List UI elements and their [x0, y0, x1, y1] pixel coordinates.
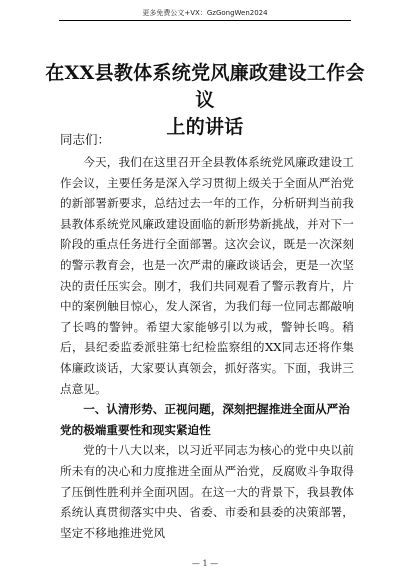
document-body [60, 152, 354, 543]
title-line-1: 在XX县教体系统党风廉政建设工作会议 [45, 62, 365, 111]
section-heading-1: 一、认清形势、正视问题，深刻把握推进全面从严治党的极端重要性和现实紧迫性 [60, 402, 350, 437]
opening-paragraph: 今天，我们在这里召开全县教体系统党风廉政建设工作会议，主要任务是深入学习贯彻上级关于全面从严治党的新部署新要求，总结过去一年的工作，分析研判当前我县教体系统党风廉政建设面临的新形势新挑战，并对下一阶段的重点任务进行全面部署。这次会议，既是一次深刻的警示教育会，也是一次严肃的廉政谈话会，更是一次坚决的责任压实会。刚才，我们共同观看了警示教育片，片中的案例触目惊心，发人深省，为我们每一位同志都敲响了长鸣的警钟。希望大家能够引以为戒，警钟长鸣。稍后，县纪委监委派驻第七纪检监察组的XX同志还将作集体廉政谈话，大家要认真领会，抓好落实。下面，我讲三点意见。 [60, 155, 354, 396]
page-number: — 1 — [191, 559, 219, 568]
title-line-2: 上的讲话 [166, 116, 244, 138]
document-title [40, 60, 370, 141]
header-note: 更多免费公文+VX：GzGongWen2024 [142, 9, 268, 17]
header-divider [59, 20, 351, 21]
salutation: 同志们： [60, 132, 111, 147]
section-1-paragraph: 党的十八大以来，以习近平同志为核心的党中央以前所未有的决心和力度推进全面从严治党，反腐败斗争取得了压倒性胜利并全面巩固。在这一大的背景下，我县教体系统认真贯彻落实中央、省委、市委和县委的决策部署，坚定不移地推进党风 [60, 443, 354, 540]
